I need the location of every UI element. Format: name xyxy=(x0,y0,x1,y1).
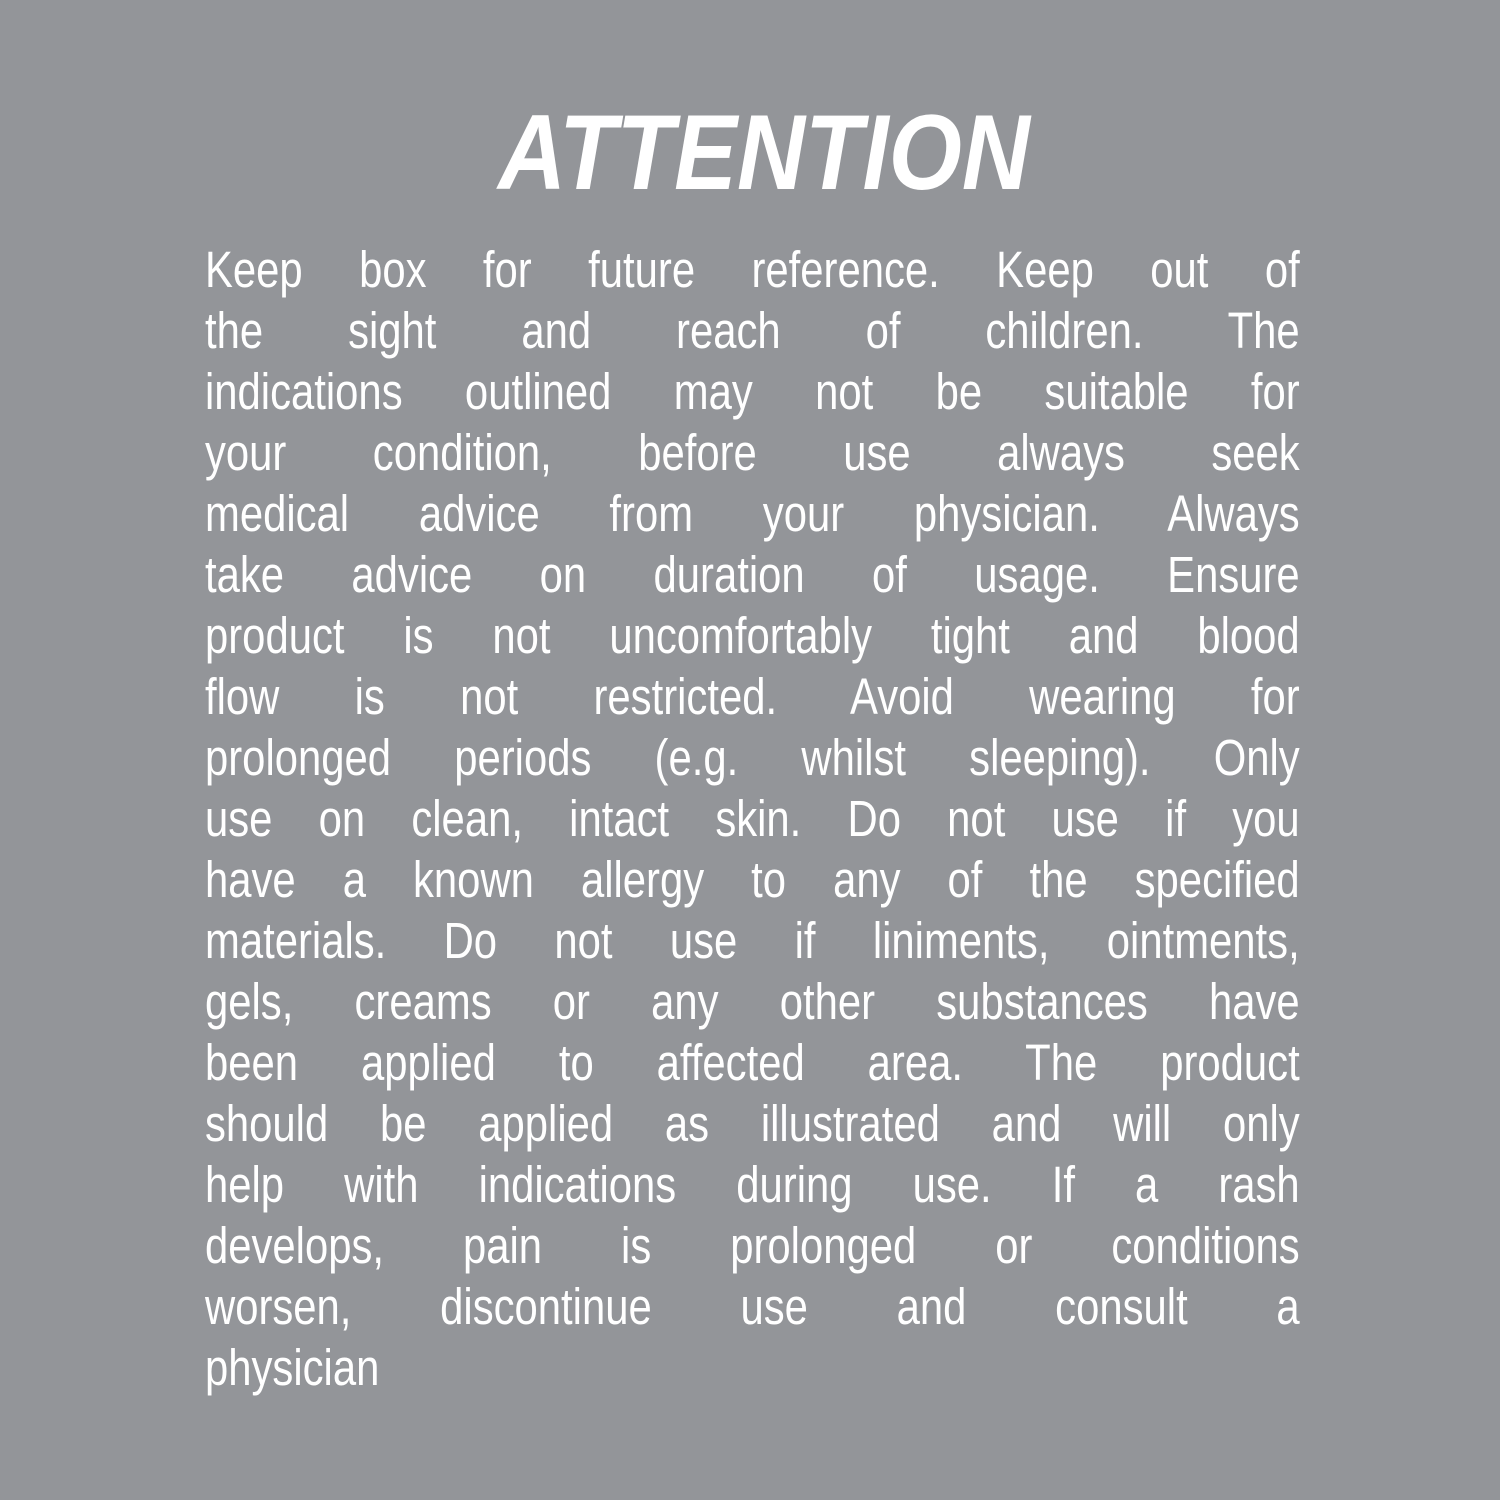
warning-line: should be applied as illustrated and will only xyxy=(205,1095,1300,1152)
warning-line: have a known allergy to any of the specified xyxy=(205,851,1300,908)
warning-line: flow is not restricted. Avoid wearing for xyxy=(205,668,1300,725)
warning-line: develops, pain is prolonged or conditions xyxy=(205,1217,1300,1274)
warning-line: product is not uncomfortably tight and blood xyxy=(205,607,1300,664)
warning-line: medical advice from your physician. Always xyxy=(205,485,1300,542)
warning-line: gels, creams or any other substances have xyxy=(205,973,1300,1030)
warning-line: take advice on duration of usage. Ensure xyxy=(205,546,1300,603)
warning-line: the sight and reach of children. The xyxy=(205,302,1300,359)
warning-line: worsen, discontinue use and consult a xyxy=(205,1278,1300,1335)
attention-heading: ATTENTION xyxy=(498,92,1030,212)
warning-text-block xyxy=(205,239,1300,1398)
warning-line: prolonged periods (e.g. whilst sleeping). Only xyxy=(205,729,1300,786)
warning-line: been applied to affected area. The product xyxy=(205,1034,1300,1091)
warning-line: Keep box for future reference. Keep out of xyxy=(205,241,1300,298)
warning-line: physician xyxy=(205,1339,380,1396)
warning-line: use on clean, intact skin. Do not use if you xyxy=(205,790,1300,847)
warning-line: indications outlined may not be suitable for xyxy=(205,363,1300,420)
warning-line: help with indications during use. If a rash xyxy=(205,1156,1300,1213)
warning-line: your condition, before use always seek xyxy=(205,424,1300,481)
warning-line: materials. Do not use if liniments, ointments, xyxy=(205,912,1300,969)
